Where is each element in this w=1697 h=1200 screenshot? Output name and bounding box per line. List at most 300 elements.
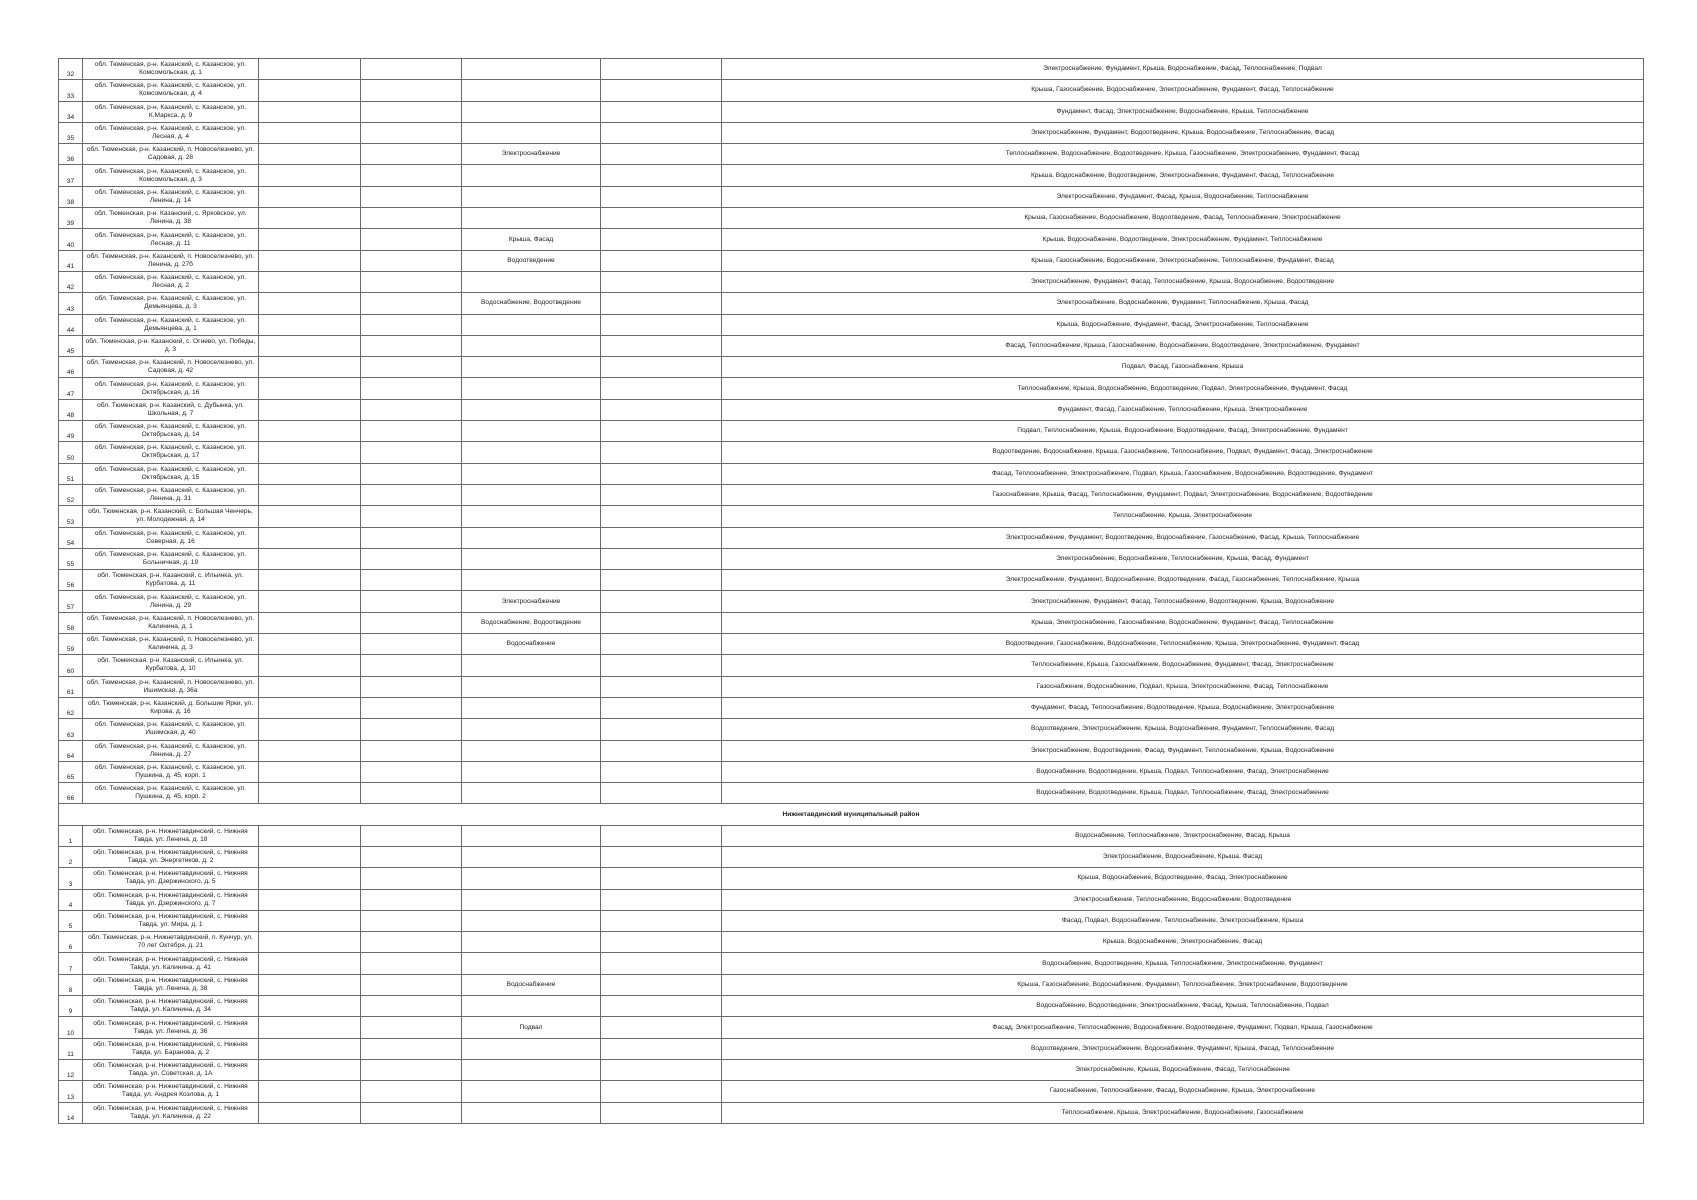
address-cell: обл. Тюменская, р-н. Казанский, с. Большая Ченчерь, ул. Молодежная, д. 14 xyxy=(83,506,259,527)
row-number: 4 xyxy=(59,889,83,910)
empty-cell xyxy=(361,953,462,974)
empty-cell xyxy=(601,612,722,633)
table-row xyxy=(59,250,1644,271)
table-row xyxy=(59,932,1644,953)
empty-cell xyxy=(259,314,361,335)
works-list-cell: Электроснабжение, Фундамент, Водоснабжение, Водоотведение, Фасад, Газоснабжение, Теплоснабжение, Крыша xyxy=(722,570,1644,591)
row-number: 42 xyxy=(59,271,83,292)
address-cell: обл. Тюменская, р-н. Казанский, с. Казанское, ул. Больничная, д. 19 xyxy=(83,548,259,569)
work-type-cell xyxy=(462,271,601,292)
table-row xyxy=(59,591,1644,612)
works-list-cell: Водоснабжение, Водоотведение, Электроснабжение, Фасад, Крыша, Теплоснабжение, Подвал xyxy=(722,996,1644,1017)
work-type-cell xyxy=(462,783,601,804)
works-list-cell: Водоснабжение, Водоотведение, Крыша, Подвал, Теплоснабжение, Фасад, Электроснабжение xyxy=(722,783,1644,804)
empty-cell xyxy=(361,186,462,207)
work-type-cell: Крыша, Фасад xyxy=(462,229,601,250)
empty-cell xyxy=(259,527,361,548)
address-cell: обл. Тюменская, р-н. Казанский, п. Новоселезнево, ул. Ленина, д. 27б xyxy=(83,250,259,271)
works-list-cell: Электроснабжение, Фундамент, Водоотведение, Крыша, Водоснабжение, Теплоснабжение, Фасад xyxy=(722,122,1644,143)
address-cell: обл. Тюменская, р-н. Нижнетавдинский, с. Нижняя Тавда, ул. Советская, д. 1А xyxy=(83,1059,259,1080)
row-number: 33 xyxy=(59,80,83,101)
address-cell: обл. Тюменская, р-н. Казанский, п. Новоселезнево, ул. Садовая, д. 42 xyxy=(83,357,259,378)
empty-cell xyxy=(601,165,722,186)
empty-cell xyxy=(601,634,722,655)
empty-cell xyxy=(601,314,722,335)
table-row xyxy=(59,527,1644,548)
works-list-cell: Фасад, Подвал, Водоснабжение, Теплоснабжение, Электроснабжение, Крыша xyxy=(722,910,1644,931)
empty-cell xyxy=(601,527,722,548)
empty-cell xyxy=(361,846,462,867)
empty-cell xyxy=(601,719,722,740)
table-row xyxy=(59,697,1644,718)
empty-cell xyxy=(601,250,722,271)
empty-cell xyxy=(601,506,722,527)
works-list-cell: Крыша, Газоснабжение, Водоснабжение, Фундамент, Теплоснабжение, Электроснабжение, Водоотведение xyxy=(722,974,1644,995)
empty-cell xyxy=(601,122,722,143)
empty-cell xyxy=(259,101,361,122)
work-type-cell xyxy=(462,1081,601,1102)
empty-cell xyxy=(259,186,361,207)
table-row xyxy=(59,208,1644,229)
table-row xyxy=(59,655,1644,676)
empty-cell xyxy=(361,271,462,292)
works-list-cell: Электроснабжение, Фундамент, Водоотведение, Водоснабжение, Газоснабжение, Фасад, Крыша, Теплоснабжение xyxy=(722,527,1644,548)
work-type-cell xyxy=(462,357,601,378)
empty-cell xyxy=(259,1017,361,1038)
empty-cell xyxy=(601,910,722,931)
works-list-cell: Теплоснабжение, Водоснабжение, Водоотведение, Крыша, Газоснабжение, Электроснабжение, Фундамент, Фасад xyxy=(722,144,1644,165)
table-row xyxy=(59,378,1644,399)
address-cell: обл. Тюменская, р-н. Казанский, с. Казанское, ул. Пушкина, д. 45, корп. 1 xyxy=(83,761,259,782)
row-number: 36 xyxy=(59,144,83,165)
empty-cell xyxy=(259,953,361,974)
empty-cell xyxy=(601,548,722,569)
empty-cell xyxy=(601,1081,722,1102)
row-number: 1 xyxy=(59,825,83,846)
work-type-cell xyxy=(462,740,601,761)
row-number: 32 xyxy=(59,59,83,80)
works-list-cell: Водоотведение, Водоснабжение, Крыша, Газоснабжение, Теплоснабжение, Подвал, Фундамент, Фасад, Электроснабжение xyxy=(722,442,1644,463)
row-number: 62 xyxy=(59,697,83,718)
empty-cell xyxy=(259,697,361,718)
empty-cell xyxy=(361,974,462,995)
empty-cell xyxy=(259,165,361,186)
row-number: 64 xyxy=(59,740,83,761)
table-row xyxy=(59,953,1644,974)
work-type-cell xyxy=(462,484,601,505)
empty-cell xyxy=(361,1017,462,1038)
empty-cell xyxy=(601,889,722,910)
empty-cell xyxy=(259,910,361,931)
empty-cell xyxy=(601,59,722,80)
works-list-cell: Подвал, Фасад, Газоснабжение, Крыша xyxy=(722,357,1644,378)
address-cell: обл. Тюменская, р-н. Казанский, с. Казанское, ул. Комсомольская, д. 4 xyxy=(83,80,259,101)
work-type-cell xyxy=(462,910,601,931)
work-type-cell xyxy=(462,101,601,122)
empty-cell xyxy=(361,80,462,101)
address-cell: обл. Тюменская, р-н. Казанский, с. Ильинка, ул. Курбатова, д. 11 xyxy=(83,570,259,591)
table-row xyxy=(59,846,1644,867)
address-cell: обл. Тюменская, р-н. Нижнетавдинский, п. Кунчур, ул. 70 лет Октября, д. 21 xyxy=(83,932,259,953)
table-row xyxy=(59,868,1644,889)
table-row xyxy=(59,314,1644,335)
table-row xyxy=(59,1081,1644,1102)
work-type-cell xyxy=(462,548,601,569)
row-number: 61 xyxy=(59,676,83,697)
address-cell: обл. Тюменская, р-н. Казанский, д. Большие Ярки, ул. Кирова, д. 16 xyxy=(83,697,259,718)
address-cell: обл. Тюменская, р-н. Казанский, с. Казанское, ул. Демьянцева, д. 1 xyxy=(83,314,259,335)
works-list-cell: Крыша, Водоснабжение, Водоотведение, Электроснабжение, Фундамент, Фасад, Теплоснабжение xyxy=(722,165,1644,186)
empty-cell xyxy=(259,506,361,527)
table-row xyxy=(59,1017,1644,1038)
works-list-cell: Электроснабжение, Теплоснабжение, Водоснабжение, Водоотведение xyxy=(722,889,1644,910)
work-type-cell: Электроснабжение xyxy=(462,144,601,165)
work-type-cell xyxy=(462,186,601,207)
table-row xyxy=(59,570,1644,591)
empty-cell xyxy=(259,1081,361,1102)
row-number: 14 xyxy=(59,1102,83,1123)
empty-cell xyxy=(259,421,361,442)
row-number: 48 xyxy=(59,399,83,420)
empty-cell xyxy=(601,1102,722,1123)
empty-cell xyxy=(259,570,361,591)
empty-cell xyxy=(361,655,462,676)
table-row xyxy=(59,825,1644,846)
empty-cell xyxy=(259,122,361,143)
table-row xyxy=(59,144,1644,165)
empty-cell xyxy=(259,783,361,804)
table-row xyxy=(59,634,1644,655)
row-number: 57 xyxy=(59,591,83,612)
work-type-cell xyxy=(462,399,601,420)
empty-cell xyxy=(259,271,361,292)
work-type-cell xyxy=(462,506,601,527)
empty-cell xyxy=(601,442,722,463)
works-list-cell: Водоотведение, Электроснабжение, Крыша, Водоснабжение, Фундамент, Теплоснабжение, Фасад xyxy=(722,719,1644,740)
table-row xyxy=(59,910,1644,931)
address-cell: обл. Тюменская, р-н. Казанский, с. Ильинка, ул. Курбатова, д. 10 xyxy=(83,655,259,676)
row-number: 43 xyxy=(59,293,83,314)
address-cell: обл. Тюменская, р-н. Казанский, с. Казанское, ул. Ленина, д. 31 xyxy=(83,484,259,505)
work-type-cell xyxy=(462,761,601,782)
table-row xyxy=(59,101,1644,122)
work-type-cell: Водоснабжение xyxy=(462,974,601,995)
empty-cell xyxy=(601,1059,722,1080)
works-list-cell: Крыша, Газоснабжение, Водоснабжение, Электроснабжение, Теплоснабжение, Фундамент, Фасад xyxy=(722,250,1644,271)
address-cell: обл. Тюменская, р-н. Казанский, с. Ярковское, ул. Ленина, д. 38 xyxy=(83,208,259,229)
work-type-cell: Водоснабжение, Водоотведение xyxy=(462,612,601,633)
work-type-cell: Водоснабжение, Водоотведение xyxy=(462,293,601,314)
address-cell: обл. Тюменская, р-н. Казанский, с. Казанское, ул. Октябрьская, д. 17 xyxy=(83,442,259,463)
address-cell: обл. Тюменская, р-н. Казанский, с. Казанское, ул. Ленина, д. 27 xyxy=(83,740,259,761)
empty-cell xyxy=(361,612,462,633)
works-list-cell: Фасад, Теплоснабжение, Крыша, Газоснабжение, Водоснабжение, Водоотведение, Электроснабжение, Фундамент xyxy=(722,335,1644,356)
row-number: 12 xyxy=(59,1059,83,1080)
address-cell: обл. Тюменская, р-н. Нижнетавдинский, с. Нижняя Тавда, ул. Ленина, д. 38 xyxy=(83,974,259,995)
row-number: 8 xyxy=(59,974,83,995)
address-cell: обл. Тюменская, р-н. Казанский, с. Казанское, ул. Пушкина, д. 45, корп. 2 xyxy=(83,783,259,804)
table-row xyxy=(59,1038,1644,1059)
work-type-cell xyxy=(462,1038,601,1059)
address-cell: обл. Тюменская, р-н. Нижнетавдинский, с. Нижняя Тавда, ул. Дзержинского, д. 7 xyxy=(83,889,259,910)
empty-cell xyxy=(259,399,361,420)
buildings-table xyxy=(58,58,1644,1124)
row-number: 41 xyxy=(59,250,83,271)
empty-cell xyxy=(259,634,361,655)
empty-cell xyxy=(361,484,462,505)
empty-cell xyxy=(601,740,722,761)
address-cell: обл. Тюменская, р-н. Нижнетавдинский, с. Нижняя Тавда, ул. Калинина, д. 22 xyxy=(83,1102,259,1123)
empty-cell xyxy=(601,463,722,484)
work-type-cell xyxy=(462,59,601,80)
work-type-cell xyxy=(462,421,601,442)
table-row xyxy=(59,1059,1644,1080)
empty-cell xyxy=(361,825,462,846)
empty-cell xyxy=(361,293,462,314)
district-header-row xyxy=(59,804,1644,825)
row-number: 55 xyxy=(59,548,83,569)
table-row xyxy=(59,80,1644,101)
empty-cell xyxy=(361,527,462,548)
empty-cell xyxy=(601,293,722,314)
empty-cell xyxy=(361,1059,462,1080)
table-row xyxy=(59,612,1644,633)
row-number: 50 xyxy=(59,442,83,463)
empty-cell xyxy=(361,910,462,931)
empty-cell xyxy=(601,974,722,995)
works-list-cell: Электроснабжение, Фундамент, Фасад, Теплоснабжение, Крыша, Водоснабжение, Водоотведение xyxy=(722,271,1644,292)
empty-cell xyxy=(361,165,462,186)
empty-cell xyxy=(601,144,722,165)
works-list-cell: Газоснабжение, Теплоснабжение, Фасад, Водоснабжение, Крыша, Электроснабжение xyxy=(722,1081,1644,1102)
row-number: 38 xyxy=(59,186,83,207)
works-list-cell: Фасад, Теплоснабжение, Электроснабжение, Подвал, Крыша, Газоснабжение, Водоснабжение, Водоотведение, Фундамент xyxy=(722,463,1644,484)
works-list-cell: Электроснабжение, Фундамент, Крыша, Водоснабжение, Фасад, Теплоснабжение, Подвал xyxy=(722,59,1644,80)
address-cell: обл. Тюменская, р-н. Казанский, с. Казанское, ул. Ленина, д. 14 xyxy=(83,186,259,207)
empty-cell xyxy=(601,868,722,889)
empty-cell xyxy=(361,1038,462,1059)
empty-cell xyxy=(601,1038,722,1059)
address-cell: обл. Тюменская, р-н. Казанский, с. Казанское, ул. Северная, д. 16 xyxy=(83,527,259,548)
work-type-cell xyxy=(462,165,601,186)
works-list-cell: Теплоснабжение, Крыша, Электроснабжение, Водоснабжение, Газоснабжение xyxy=(722,1102,1644,1123)
work-type-cell xyxy=(462,442,601,463)
works-list-cell: Водоотведение, Электроснабжение, Водоснабжение, Фундамент, Крыша, Фасад, Теплоснабжение xyxy=(722,1038,1644,1059)
empty-cell xyxy=(361,1102,462,1123)
work-type-cell xyxy=(462,846,601,867)
empty-cell xyxy=(601,484,722,505)
empty-cell xyxy=(601,761,722,782)
empty-cell xyxy=(361,740,462,761)
row-number: 13 xyxy=(59,1081,83,1102)
row-number: 39 xyxy=(59,208,83,229)
table-row xyxy=(59,1102,1644,1123)
address-cell: обл. Тюменская, р-н. Казанский, с. Казанское, ул. Лесная, д. 2 xyxy=(83,271,259,292)
works-list-cell: Подвал, Теплоснабжение, Крыша, Водоснабжение, Водоотведение, Фасад, Электроснабжение, Фундамент xyxy=(722,421,1644,442)
table-row xyxy=(59,421,1644,442)
empty-cell xyxy=(601,186,722,207)
row-number: 54 xyxy=(59,527,83,548)
empty-cell xyxy=(361,463,462,484)
empty-cell xyxy=(601,378,722,399)
work-type-cell: Водоотведение xyxy=(462,250,601,271)
empty-cell xyxy=(361,1081,462,1102)
work-type-cell xyxy=(462,655,601,676)
empty-cell xyxy=(259,378,361,399)
row-number: 40 xyxy=(59,229,83,250)
empty-cell xyxy=(361,442,462,463)
works-list-cell: Электроснабжение, Водоснабжение, Теплоснабжение, Крыша, Фасад, Фундамент xyxy=(722,548,1644,569)
row-number: 47 xyxy=(59,378,83,399)
empty-cell xyxy=(259,591,361,612)
address-cell: обл. Тюменская, р-н. Казанский, с. Казанское, ул. Комсомольская, д. 3 xyxy=(83,165,259,186)
works-list-cell: Крыша, Водоснабжение, Водоотведение, Электроснабжение, Фундамент, Теплоснабжение xyxy=(722,229,1644,250)
empty-cell xyxy=(259,144,361,165)
empty-cell xyxy=(601,208,722,229)
works-list-cell: Фундамент, Фасад, Теплоснабжение, Водоотведение, Крыша, Водоснабжение, Электроснабжение xyxy=(722,697,1644,718)
empty-cell xyxy=(361,719,462,740)
address-cell: обл. Тюменская, р-н. Казанский, с. Казанское, ул. Комсомольская, д. 1 xyxy=(83,59,259,80)
work-type-cell xyxy=(462,378,601,399)
empty-cell xyxy=(259,676,361,697)
row-number: 9 xyxy=(59,996,83,1017)
row-number: 63 xyxy=(59,719,83,740)
row-number: 37 xyxy=(59,165,83,186)
row-number: 49 xyxy=(59,421,83,442)
empty-cell xyxy=(259,974,361,995)
work-type-cell xyxy=(462,527,601,548)
empty-cell xyxy=(259,655,361,676)
address-cell: обл. Тюменская, р-н. Нижнетавдинский, с. Нижняя Тавда, ул. Дзержинского, д. 5 xyxy=(83,868,259,889)
table-row xyxy=(59,271,1644,292)
empty-cell xyxy=(601,335,722,356)
empty-cell xyxy=(361,144,462,165)
address-cell: обл. Тюменская, р-н. Нижнетавдинский, с. Нижняя Тавда, ул. Андрея Козлова, д. 1 xyxy=(83,1081,259,1102)
empty-cell xyxy=(361,932,462,953)
work-type-cell xyxy=(462,208,601,229)
work-type-cell xyxy=(462,463,601,484)
address-cell: обл. Тюменская, р-н. Казанский, с. Казанское, ул. Октябрьская, д. 16 xyxy=(83,378,259,399)
table-row xyxy=(59,996,1644,1017)
row-number: 56 xyxy=(59,570,83,591)
row-number: 65 xyxy=(59,761,83,782)
works-list-cell: Крыша, Водоснабжение, Фундамент, Фасад, Электроснабжение, Теплоснабжение xyxy=(722,314,1644,335)
work-type-cell xyxy=(462,335,601,356)
works-list-cell: Водоснабжение, Водоотведение, Крыша, Подвал, Теплоснабжение, Фасад, Электроснабжение xyxy=(722,761,1644,782)
address-cell: обл. Тюменская, р-н. Нижнетавдинский, с. Нижняя Тавда, ул. Калинина, д. 34 xyxy=(83,996,259,1017)
empty-cell xyxy=(361,783,462,804)
empty-cell xyxy=(601,229,722,250)
empty-cell xyxy=(259,1038,361,1059)
address-cell: обл. Тюменская, р-н. Нижнетавдинский, с. Нижняя Тавда, ул. Калинина, д. 41 xyxy=(83,953,259,974)
work-type-cell xyxy=(462,122,601,143)
works-list-cell: Крыша, Электроснабжение, Газоснабжение, Водоснабжение, Фундамент, Фасад, Теплоснабжение xyxy=(722,612,1644,633)
table-row xyxy=(59,122,1644,143)
table-row xyxy=(59,484,1644,505)
work-type-cell xyxy=(462,1102,601,1123)
empty-cell xyxy=(361,335,462,356)
table-row xyxy=(59,463,1644,484)
works-list-cell: Крыша, Газоснабжение, Водоснабжение, Водоотведение, Фасад, Теплоснабжение, Электроснабжение xyxy=(722,208,1644,229)
work-type-cell xyxy=(462,932,601,953)
empty-cell xyxy=(601,101,722,122)
table-row xyxy=(59,740,1644,761)
address-cell: обл. Тюменская, р-н. Казанский, с. Дубынка, ул. Школьная, д. 7 xyxy=(83,399,259,420)
empty-cell xyxy=(259,889,361,910)
empty-cell xyxy=(361,122,462,143)
work-type-cell xyxy=(462,1059,601,1080)
empty-cell xyxy=(361,378,462,399)
works-list-cell: Теплоснабжение, Крыша, Водоснабжение, Водоотведение, Подвал, Электроснабжение, Фундамент, Фасад xyxy=(722,378,1644,399)
work-type-cell xyxy=(462,889,601,910)
empty-cell xyxy=(259,250,361,271)
table-row xyxy=(59,357,1644,378)
empty-cell xyxy=(361,996,462,1017)
empty-cell xyxy=(361,591,462,612)
table-row xyxy=(59,335,1644,356)
works-list-cell: Фундамент, Фасад, Газоснабжение, Теплоснабжение, Крыша, Электроснабжение xyxy=(722,399,1644,420)
work-type-cell xyxy=(462,719,601,740)
empty-cell xyxy=(259,463,361,484)
empty-cell xyxy=(259,996,361,1017)
empty-cell xyxy=(601,655,722,676)
address-cell: обл. Тюменская, р-н. Казанский, п. Новоселезнево, ул. Калинина, д. 3 xyxy=(83,634,259,655)
empty-cell xyxy=(259,932,361,953)
empty-cell xyxy=(601,357,722,378)
empty-cell xyxy=(259,761,361,782)
work-type-cell: Электроснабжение xyxy=(462,591,601,612)
table-row xyxy=(59,889,1644,910)
row-number: 58 xyxy=(59,612,83,633)
works-list-cell: Крыша, Газоснабжение, Водоснабжение, Электроснабжение, Фундамент, Фасад, Теплоснабжение xyxy=(722,80,1644,101)
empty-cell xyxy=(361,868,462,889)
empty-cell xyxy=(259,868,361,889)
empty-cell xyxy=(361,761,462,782)
empty-cell xyxy=(259,442,361,463)
table-row xyxy=(59,548,1644,569)
works-list-cell: Электроснабжение, Водоотведение, Фасад, Фундамент, Теплоснабжение, Крыша, Водоснабжение xyxy=(722,740,1644,761)
address-cell: обл. Тюменская, р-н. Казанский, с. Казанское, ул. Октябрьская, д. 14 xyxy=(83,421,259,442)
row-number: 59 xyxy=(59,634,83,655)
address-cell: обл. Тюменская, р-н. Нижнетавдинский, с. Нижняя Тавда, ул. Ленина, д. 36 xyxy=(83,1017,259,1038)
work-type-cell xyxy=(462,825,601,846)
table-row xyxy=(59,783,1644,804)
address-cell: обл. Тюменская, р-н. Казанский, с. Казанское, ул. Октябрьская, д. 15 xyxy=(83,463,259,484)
works-list-cell: Крыша, Водоснабжение, Электроснабжение, Фасад xyxy=(722,932,1644,953)
address-cell: обл. Тюменская, р-н. Нижнетавдинский, с. Нижняя Тавда, ул. Энергетиков, д. 2 xyxy=(83,846,259,867)
empty-cell xyxy=(361,548,462,569)
empty-cell xyxy=(601,570,722,591)
address-cell: обл. Тюменская, р-н. Казанский, с. Казанское, ул. Лесная, д. 4 xyxy=(83,122,259,143)
empty-cell xyxy=(601,846,722,867)
table-row xyxy=(59,186,1644,207)
works-list-cell: Газоснабжение, Водоснабжение, Подвал, Крыша, Электроснабжение, Фасад, Теплоснабжение xyxy=(722,676,1644,697)
empty-cell xyxy=(259,208,361,229)
works-list-cell: Электроснабжение, Крыша, Водоснабжение, Фасад, Теплоснабжение xyxy=(722,1059,1644,1080)
empty-cell xyxy=(601,676,722,697)
empty-cell xyxy=(361,250,462,271)
works-list-cell: Крыша, Водоснабжение, Водоотведение, Фасад, Электроснабжение xyxy=(722,868,1644,889)
row-number: 46 xyxy=(59,357,83,378)
table-row xyxy=(59,442,1644,463)
works-list-cell: Газоснабжение, Крыша, Фасад, Теплоснабжение, Фундамент, Подвал, Электроснабжение, Водоснабжение, Водоотведение xyxy=(722,484,1644,505)
address-cell: обл. Тюменская, р-н. Казанский, п. Новоселезнево, ул. Садовая, д. 28 xyxy=(83,144,259,165)
empty-cell xyxy=(361,697,462,718)
empty-cell xyxy=(361,399,462,420)
work-type-cell xyxy=(462,868,601,889)
row-number: 60 xyxy=(59,655,83,676)
empty-cell xyxy=(259,1102,361,1123)
